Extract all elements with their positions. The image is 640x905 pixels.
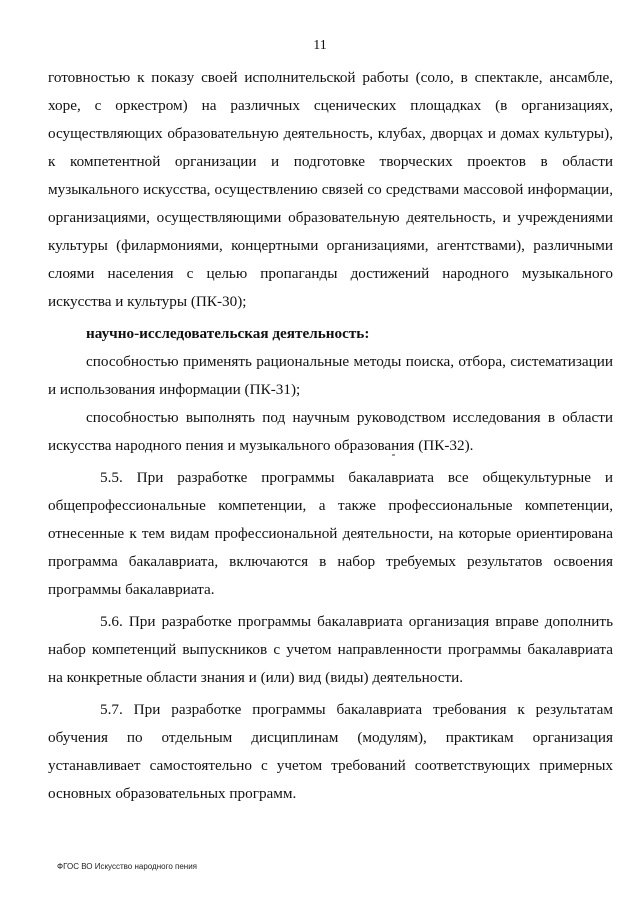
- section-heading-research: научно-исследовательская деятельность:: [86, 325, 370, 342]
- paragraph-pk31: способностью применять рациональные методы поиска, отбора, систематизации и использования информации (ПК-31);: [48, 353, 613, 398]
- scan-speck: [392, 454, 395, 456]
- footer-document-title: ФГОС ВО Искусство народного пения: [57, 862, 197, 871]
- paragraph-pk32: способностью выполнять под научным руководством исследования в области искусства народного пения и музыкального образования (ПК-32).: [48, 409, 613, 454]
- paragraph-5-7: 5.7. При разработке программы бакалавриата требования к результатам обучения по отдельным дисциплинам (модулям), практикам организация устанавливает самостоятельно с учетом требований соответствующих примерных основных образовательных программ.: [48, 701, 613, 802]
- paragraph-5-5: 5.5. При разработке программы бакалавриата все общекультурные и общепрофессиональные компетенции, а также профессиональные компетенции, отнесенные к тем видам профессиональной деятельности, на которые ориентирована программа бакалавриата, включаются в набор требуемых результатов освоения программы бакалавриата.: [48, 469, 613, 598]
- paragraph-pk30-continuation: готовностью к показу своей исполнительской работы (соло, в спектакле, ансамбле, хоре, с оркестром) на различных сценических площадках (в организациях, осуществляющих образовательную деятельность, клубах, дворцах и домах культуры), к компетентной организации и подготовке творческих проектов в области музыкального искусства, осуществлению связей со средствами массовой информации, организациями, осуществляющими образовательную деятельность, и учреждениями культуры (филармониями, концертными организациями, агентствами), различными слоями населения с целью пропаганды достижений народного музыкального искусства и культуры (ПК-30);: [48, 69, 613, 310]
- document-body: [48, 64, 613, 808]
- page-number: 11: [313, 38, 327, 53]
- paragraph-5-6: 5.6. При разработке программы бакалавриата организация вправе дополнить набор компетенций выпускников с учетом направленности программы бакалавриата на конкретные области знания и (или) вид (виды) деятельности.: [48, 613, 613, 686]
